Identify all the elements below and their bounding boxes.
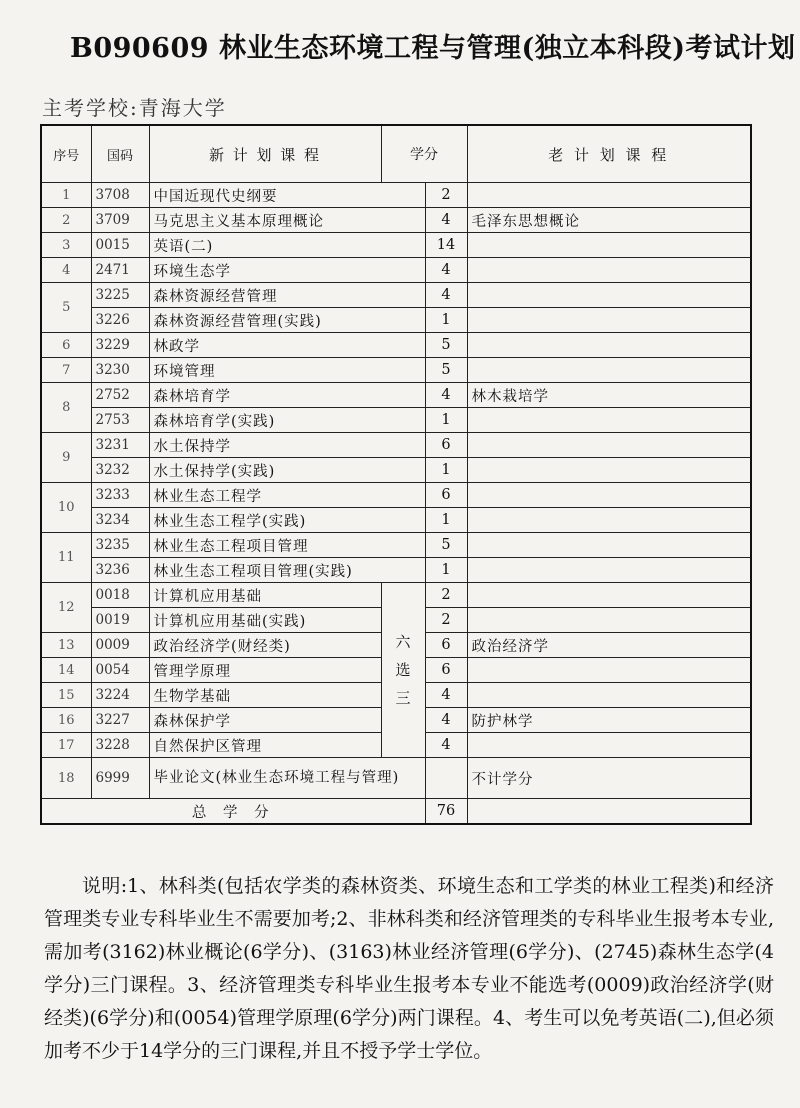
course-credit: 2: [425, 608, 467, 633]
course-name: 环境管理: [149, 358, 425, 383]
course-credit: 1: [425, 408, 467, 433]
header-seq: 序号: [41, 125, 91, 183]
old-course: 林木栽培学: [467, 383, 751, 408]
course-name: 林业生态工程学: [149, 483, 425, 508]
course-code: 3225: [91, 283, 149, 308]
old-course: [467, 283, 751, 308]
course-credit: 4: [425, 383, 467, 408]
row-seq: 18: [41, 758, 91, 799]
table-row: [41, 483, 751, 508]
course-credit: 4: [425, 733, 467, 758]
course-credit: [425, 758, 467, 799]
row-seq: 1: [41, 183, 91, 208]
old-course: [467, 308, 751, 333]
row-seq: 2: [41, 208, 91, 233]
row-seq: 7: [41, 358, 91, 383]
old-course: [467, 508, 751, 533]
course-code: 3708: [91, 183, 149, 208]
course-code: 2752: [91, 383, 149, 408]
exam-plan-table: [40, 124, 752, 825]
course-name: 林政学: [149, 333, 425, 358]
header-credit: 学分: [381, 125, 467, 183]
elective-label-char: 三: [395, 689, 411, 707]
course-name: 森林培育学: [149, 383, 425, 408]
course-credit: 4: [425, 258, 467, 283]
course-name: 计算机应用基础(实践): [149, 608, 381, 633]
row-seq: 16: [41, 708, 91, 733]
course-code: 0018: [91, 583, 149, 608]
row-seq: 17: [41, 733, 91, 758]
course-code: 0019: [91, 608, 149, 633]
course-code: 3229: [91, 333, 149, 358]
table-row: [41, 333, 751, 358]
row-seq: 3: [41, 233, 91, 258]
course-code: 3228: [91, 733, 149, 758]
elective-group-label: [381, 583, 425, 758]
row-seq: 11: [41, 533, 91, 583]
old-course: 毛泽东思想概论: [467, 208, 751, 233]
table-row: [41, 408, 751, 433]
course-name: 森林培育学(实践): [149, 408, 425, 433]
course-credit: 6: [425, 483, 467, 508]
course-code: 0054: [91, 658, 149, 683]
course-name: 林业生态工程项目管理: [149, 533, 425, 558]
table-row: [41, 508, 751, 533]
course-code: 3231: [91, 433, 149, 458]
table-row: [41, 183, 751, 208]
old-course: [467, 258, 751, 283]
header-code: 国码: [91, 125, 149, 183]
old-course: 不计学分: [467, 758, 751, 799]
old-course: 防护林学: [467, 708, 751, 733]
course-name: 水土保持学: [149, 433, 425, 458]
course-credit: 5: [425, 533, 467, 558]
page-title: B090609 林业生态环境工程与管理(独立本科段)考试计划: [70, 33, 796, 64]
course-name: 英语(二): [149, 233, 425, 258]
course-name: 毕业论文(林业生态环境工程与管理): [149, 758, 425, 799]
course-name: 自然保护区管理: [149, 733, 381, 758]
row-seq: 14: [41, 658, 91, 683]
course-name: 林业生态工程项目管理(实践): [149, 558, 425, 583]
explanation-note: 说明:1、林科类(包括农学类的森林资类、环境生态和工学类的林业工程类)和经济管理类专业专科毕业生不需要加考;2、非林科类和经济管理类的专科毕业生报考本专业,需加考(3162)林业概论(6学分)、(3163)林业经济管理(6学分)、(2745)森林生态学(4学分)三门课程。3、经济管理类专科毕业生报考本专业不能选考(0009)政治经济学(财经类)(6学分)和(0054)管理学原理(6学分)两门课程。4、考生可以免考英语(二),但必须加考不少于14学分的三门课程,并且不授予学士学位。: [44, 875, 774, 1062]
course-name: 计算机应用基础: [149, 583, 381, 608]
table-row: [41, 558, 751, 583]
course-credit: 1: [425, 308, 467, 333]
table-row: [41, 533, 751, 558]
total-credits: 76: [425, 799, 467, 825]
course-credit: 1: [425, 558, 467, 583]
course-credit: 5: [425, 333, 467, 358]
old-course: [467, 658, 751, 683]
table-row: [41, 208, 751, 233]
table-row: [41, 758, 751, 799]
row-seq: 4: [41, 258, 91, 283]
total-row: [41, 799, 751, 825]
row-seq: 6: [41, 333, 91, 358]
row-seq: 10: [41, 483, 91, 533]
course-name: 森林资源经营管理(实践): [149, 308, 425, 333]
old-course: [467, 683, 751, 708]
course-credit: 6: [425, 633, 467, 658]
row-seq: 15: [41, 683, 91, 708]
course-code: 3236: [91, 558, 149, 583]
course-credit: 6: [425, 658, 467, 683]
table-row: [41, 583, 751, 608]
old-course: [467, 233, 751, 258]
table-row: [41, 258, 751, 283]
table-row: [41, 233, 751, 258]
old-course: [467, 483, 751, 508]
row-seq: 13: [41, 633, 91, 658]
table-row: [41, 308, 751, 333]
elective-label-char: 六: [395, 633, 411, 651]
table-row: [41, 358, 751, 383]
table-header-row: [41, 125, 751, 183]
row-seq: 8: [41, 383, 91, 433]
table-row: [41, 283, 751, 308]
course-credit: 4: [425, 683, 467, 708]
course-code: 0009: [91, 633, 149, 658]
old-course: [467, 733, 751, 758]
old-course: [467, 333, 751, 358]
course-credit: 1: [425, 458, 467, 483]
course-credit: 6: [425, 433, 467, 458]
old-course: [467, 458, 751, 483]
course-credit: 2: [425, 583, 467, 608]
course-name: 水土保持学(实践): [149, 458, 425, 483]
row-seq: 12: [41, 583, 91, 633]
host-school: 主考学校:青海大学: [42, 96, 227, 120]
table-row: [41, 458, 751, 483]
header-new-course: 新 计 划 课 程: [149, 125, 381, 183]
course-code: 2471: [91, 258, 149, 283]
old-course: [467, 583, 751, 608]
row-seq: 5: [41, 283, 91, 333]
course-code: 3230: [91, 358, 149, 383]
table-row: [41, 383, 751, 408]
course-credit: 4: [425, 283, 467, 308]
course-name: 森林资源经营管理: [149, 283, 425, 308]
old-course: [467, 183, 751, 208]
course-name: 环境生态学: [149, 258, 425, 283]
old-course: [467, 358, 751, 383]
course-code: 0015: [91, 233, 149, 258]
old-course: [467, 533, 751, 558]
course-credit: 5: [425, 358, 467, 383]
course-credit: 4: [425, 208, 467, 233]
header-old-course: 老 计 划 课 程: [467, 125, 751, 183]
course-code: 6999: [91, 758, 149, 799]
course-code: 3232: [91, 458, 149, 483]
course-code: 3709: [91, 208, 149, 233]
course-name: 管理学原理: [149, 658, 381, 683]
old-course: 政治经济学: [467, 633, 751, 658]
course-code: 3224: [91, 683, 149, 708]
course-code: 3233: [91, 483, 149, 508]
course-code: 2753: [91, 408, 149, 433]
total-empty: [467, 799, 751, 825]
old-course: [467, 408, 751, 433]
row-seq: 9: [41, 433, 91, 483]
course-name: 中国近现代史纲要: [149, 183, 425, 208]
table-row: [41, 433, 751, 458]
course-credit: 4: [425, 708, 467, 733]
course-code: 3235: [91, 533, 149, 558]
elective-label-char: 选: [395, 661, 411, 679]
old-course: [467, 558, 751, 583]
course-name: 森林保护学: [149, 708, 381, 733]
course-name: 生物学基础: [149, 683, 381, 708]
old-course: [467, 608, 751, 633]
course-name: 马克思主义基本原理概论: [149, 208, 425, 233]
course-name: 政治经济学(财经类): [149, 633, 381, 658]
course-credit: 1: [425, 508, 467, 533]
old-course: [467, 433, 751, 458]
course-name: 林业生态工程学(实践): [149, 508, 425, 533]
course-code: 3227: [91, 708, 149, 733]
course-credit: 2: [425, 183, 467, 208]
course-code: 3234: [91, 508, 149, 533]
course-code: 3226: [91, 308, 149, 333]
total-label: 总 学 分: [41, 799, 425, 825]
course-credit: 14: [425, 233, 467, 258]
